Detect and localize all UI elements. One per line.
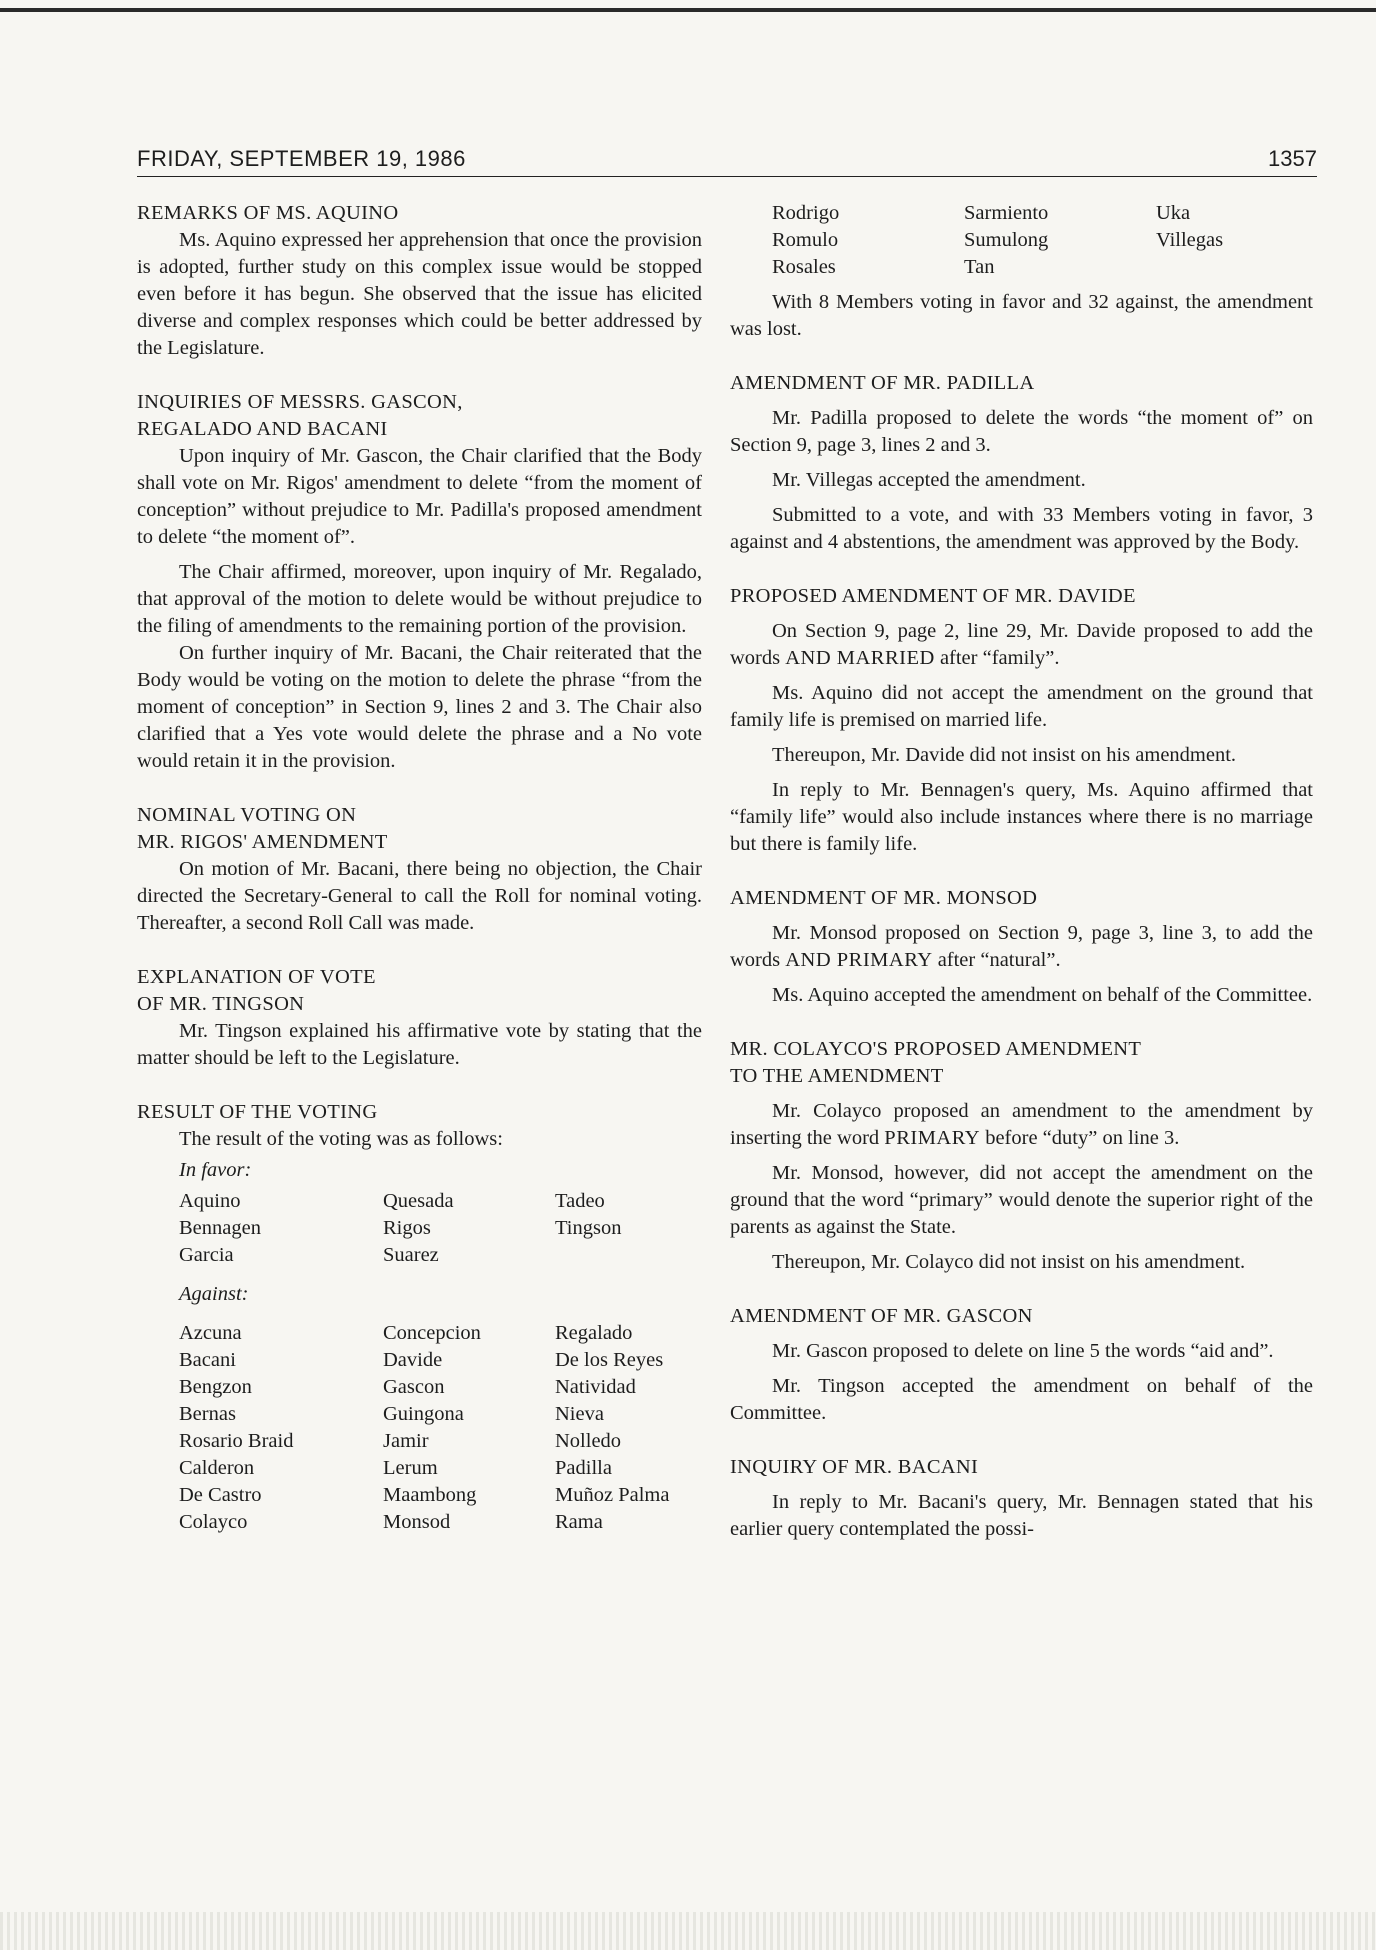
section-heading: INQUIRY OF MR. BACANI	[730, 1456, 979, 1478]
paragraph: Upon inquiry of Mr. Gascon, the Chair clarified that the Body shall vote on Mr. Rigos' amendment to delete “from the moment of conception” without prejudice to Mr. Padilla's proposed amendment to delete “the moment of”.	[137, 445, 702, 548]
voter-name: Bernas	[179, 1403, 236, 1425]
paragraph: Mr. Monsod, however, did not accept the amendment on the ground that the word “primary” would denote the superior right of the parents as against the State.	[730, 1162, 1313, 1238]
section-heading: NOMINAL VOTING ON	[137, 804, 357, 826]
paragraph: On Section 9, page 2, line 29, Mr. Davide proposed to add the words AND MARRIED after “family”.	[730, 620, 1313, 669]
scan-noise-footer	[0, 1912, 1376, 1950]
paragraph: On further inquiry of Mr. Bacani, the Chair reiterated that the Body would be voting on the motion to delete the phrase “from the moment of conception” in Section 9, lines 2 and 3. The Chair also clarified that a Yes vote would delete the phrase and a No vote would retain it in the provision.	[137, 642, 702, 772]
right-column	[730, 200, 1313, 1543]
voter-name: Padilla	[555, 1457, 612, 1479]
against-label: Against:	[179, 1283, 249, 1305]
voter-name: Davide	[383, 1349, 443, 1371]
section-heading: RESULT OF THE VOTING	[137, 1101, 378, 1123]
paragraph: Submitted to a vote, and with 33 Members voting in favor, 3 against and 4 abstentions, the amendment was approved by the Body.	[730, 504, 1313, 553]
voter-name: Muñoz Palma	[555, 1484, 670, 1506]
voter-name: Quesada	[383, 1190, 454, 1212]
section-heading: REMARKS OF MS. AQUINO	[137, 202, 399, 224]
paragraph: In reply to Mr. Bennagen's query, Ms. Aquino affirmed that “family life” would also include instances where there is no marriage but there is family life.	[730, 779, 1313, 855]
voter-name: Tan	[964, 256, 995, 278]
voter-name: Azcuna	[179, 1322, 242, 1344]
voter-name: Aquino	[179, 1190, 241, 1212]
voter-name: Sumulong	[964, 229, 1049, 251]
paragraph: The Chair affirmed, moreover, upon inquiry of Mr. Regalado, that approval of the motion to delete would be without prejudice to the filing of amendments to the remaining portion of the provision.	[137, 561, 702, 637]
section-heading: AMENDMENT OF MR. MONSOD	[730, 887, 1038, 909]
section-heading: AMENDMENT OF MR. GASCON	[730, 1305, 1033, 1327]
paragraph: Thereupon, Mr. Colayco did not insist on his amendment.	[772, 1251, 1246, 1273]
paragraph: Ms. Aquino did not accept the amendment on the ground that family life is premised on married life.	[730, 682, 1313, 731]
paragraph: Mr. Tingson accepted the amendment on behalf of the Committee.	[730, 1375, 1313, 1424]
paragraph: On motion of Mr. Bacani, there being no objection, the Chair directed the Secretary-General to call the Roll for nominal voting. Thereafter, a second Roll Call was made.	[137, 858, 702, 934]
voter-name: Romulo	[772, 229, 839, 251]
voter-name: Colayco	[179, 1511, 248, 1533]
left-column	[137, 200, 702, 1536]
voter-name: Sarmiento	[964, 202, 1049, 224]
paragraph: Mr. Gascon proposed to delete on line 5 the words “aid and”.	[772, 1340, 1274, 1362]
voter-name: Nolledo	[555, 1430, 622, 1452]
section-heading: MR. COLAYCO'S PROPOSED AMENDMENT	[730, 1038, 1142, 1060]
paragraph: Mr. Tingson explained his affirmative vote by stating that the matter should be left to the Legislature.	[137, 1020, 702, 1069]
page-header	[137, 146, 1317, 177]
voter-name: Suarez	[383, 1244, 439, 1266]
voter-name: Rosales	[772, 256, 836, 278]
voter-name	[555, 1242, 705, 1269]
voter-name: Bacani	[179, 1349, 236, 1371]
paragraph: Mr. Padilla proposed to delete the words “the moment of” on Section 9, page 3, lines 2 and 3.	[730, 407, 1313, 456]
voter-name: Villegas	[1156, 229, 1224, 251]
voter-name: Garcia	[179, 1244, 234, 1266]
voter-name: Gascon	[383, 1376, 445, 1398]
section-heading: OF MR. TINGSON	[137, 993, 305, 1015]
header-date: FRIDAY, SEPTEMBER 19, 1986	[137, 146, 466, 171]
voter-name: Rosario Braid	[179, 1430, 294, 1452]
paragraph: Ms. Aquino accepted the amendment on behalf of the Committee.	[772, 984, 1313, 1006]
voter-name: Regalado	[555, 1322, 633, 1344]
voter-name: Rama	[555, 1511, 603, 1533]
paragraph: Mr. Monsod proposed on Section 9, page 3, line 3, to add the words AND PRIMARY after “natural”.	[730, 922, 1313, 971]
voter-name: Monsod	[383, 1511, 451, 1533]
voter-name: Bennagen	[179, 1217, 261, 1239]
paragraph: Mr. Villegas accepted the amendment.	[772, 469, 1086, 491]
paragraph: Mr. Colayco proposed an amendment to the amendment by inserting the word PRIMARY before “duty” on line 3.	[730, 1100, 1313, 1149]
against-list	[179, 1320, 702, 1536]
voter-name: Calderon	[179, 1457, 255, 1479]
voter-name: Uka	[1156, 202, 1191, 224]
in-favor-label: In favor:	[179, 1159, 252, 1181]
voter-name: Jamir	[383, 1430, 429, 1452]
voter-name: Bengzon	[179, 1376, 252, 1398]
paragraph: Ms. Aquino expressed her apprehension that once the provision is adopted, further study on this complex issue would be stopped even before it has begun. She observed that the issue has elicited diverse and complex responses which could be better addressed by the Legislature.	[137, 229, 702, 359]
voter-name: Maambong	[383, 1484, 477, 1506]
voter-name: Tadeo	[555, 1190, 605, 1212]
paragraph: With 8 Members voting in favor and 32 against, the amendment was lost.	[730, 291, 1313, 340]
voter-name: Rodrigo	[772, 202, 840, 224]
section-heading: REGALADO AND BACANI	[137, 418, 388, 440]
voter-name: De los Reyes	[555, 1349, 664, 1371]
against-list-continued	[772, 200, 1313, 281]
voter-name: De Castro	[179, 1484, 262, 1506]
voter-name: Natividad	[555, 1376, 636, 1398]
section-heading: AMENDMENT OF MR. PADILLA	[730, 372, 1035, 394]
top-rule	[0, 8, 1376, 12]
voter-name: Rigos	[383, 1217, 431, 1239]
paragraph: In reply to Mr. Bacani's query, Mr. Bennagen stated that his earlier query contemplated the possi-	[730, 1491, 1313, 1540]
voter-name: Nieva	[555, 1403, 604, 1425]
voter-name: Lerum	[383, 1457, 438, 1479]
section-heading: EXPLANATION OF VOTE	[137, 966, 376, 988]
in-favor-list	[179, 1188, 702, 1269]
voter-name: Concepcion	[383, 1322, 481, 1344]
section-heading: MR. RIGOS' AMENDMENT	[137, 831, 388, 853]
voter-name: Tingson	[555, 1217, 622, 1239]
voting-intro: The result of the voting was as follows:	[179, 1128, 503, 1150]
section-heading: TO THE AMENDMENT	[730, 1065, 944, 1087]
section-heading: INQUIRIES OF MESSRS. GASCON,	[137, 391, 463, 413]
voter-name: Guingona	[383, 1403, 464, 1425]
section-heading: PROPOSED AMENDMENT OF MR. DAVIDE	[730, 585, 1136, 607]
page-number: 1357	[1268, 146, 1317, 171]
paragraph: Thereupon, Mr. Davide did not insist on his amendment.	[772, 744, 1237, 766]
voter-name	[1156, 254, 1306, 281]
